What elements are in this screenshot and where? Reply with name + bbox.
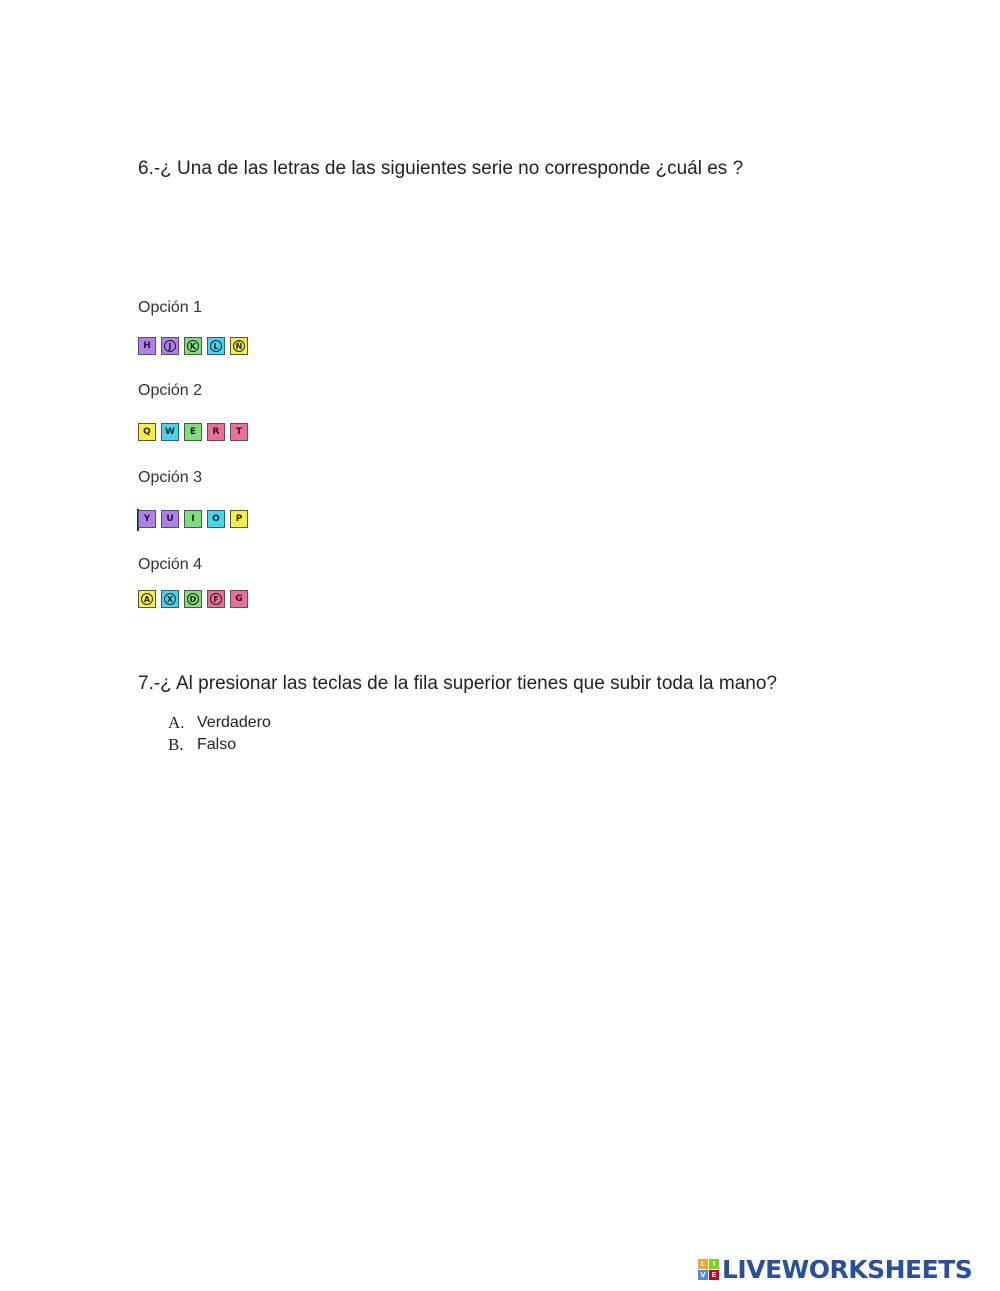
answer-b[interactable] <box>168 734 271 756</box>
key-letter: K <box>187 340 199 352</box>
key-letter: A <box>141 593 153 605</box>
answer-a[interactable] <box>168 712 271 734</box>
option-3-keys[interactable] <box>138 509 253 529</box>
key-letter: J <box>164 340 176 352</box>
key-t-icon <box>230 423 248 441</box>
key-letter: T <box>235 427 243 437</box>
key-r-icon <box>207 423 225 441</box>
key-u-icon <box>161 510 179 528</box>
key-i-icon <box>184 510 202 528</box>
logo-cell: E <box>709 1270 719 1280</box>
logo-cell: V <box>698 1270 708 1280</box>
key-o-icon <box>207 510 225 528</box>
key-letter: H <box>143 341 151 351</box>
key-letter: D <box>187 593 199 605</box>
answer-a-letter: A. <box>168 713 185 732</box>
logo-text: LIVEWORKSHEETS <box>722 1255 973 1284</box>
option-2-label[interactable]: Opción 2 <box>138 382 203 399</box>
key-l-icon <box>207 337 225 355</box>
answer-b-text: Falso <box>197 736 237 753</box>
key-letter: O <box>212 514 220 524</box>
key-g-icon <box>230 590 248 608</box>
key-letter: Q <box>143 427 151 437</box>
option-2-keys[interactable] <box>138 422 253 442</box>
answer-list <box>168 712 271 756</box>
key-f-icon <box>207 590 225 608</box>
key-letter: F <box>210 593 222 605</box>
question-7: 7.-¿ Al presionar las teclas de la fila superior tienes que subir toda la mano? <box>138 673 777 694</box>
key-letter: G <box>235 594 243 604</box>
logo-cell: L <box>698 1259 708 1269</box>
key-a-icon <box>138 590 156 608</box>
key-h-icon <box>138 337 156 355</box>
key-letter: I <box>191 514 195 524</box>
key-ñ-icon <box>230 337 248 355</box>
option-3-label[interactable]: Opción 3 <box>138 469 203 486</box>
key-letter: R <box>212 427 220 437</box>
option-4-label[interactable]: Opción 4 <box>138 556 203 573</box>
key-letter: P <box>235 514 243 524</box>
key-e-icon <box>184 423 202 441</box>
option-1-label[interactable]: Opción 1 <box>138 299 203 316</box>
key-letter: X <box>164 593 176 605</box>
key-y-icon <box>138 510 156 528</box>
key-w-icon <box>161 423 179 441</box>
key-letter: Ñ <box>233 340 245 352</box>
key-letter: W <box>165 427 175 437</box>
key-q-icon <box>138 423 156 441</box>
option-4-keys[interactable] <box>138 589 253 609</box>
key-letter: E <box>189 427 197 437</box>
logo-cell: I <box>709 1259 719 1269</box>
key-p-icon <box>230 510 248 528</box>
key-letter: Y <box>143 514 151 524</box>
key-letter: U <box>166 514 174 524</box>
key-j-icon <box>161 337 179 355</box>
key-x-icon <box>161 590 179 608</box>
option-1-keys[interactable] <box>138 336 253 356</box>
answer-b-letter: B. <box>168 735 184 754</box>
question-6: 6.-¿ Una de las letras de las siguientes serie no corresponde ¿cuál es ? <box>138 158 744 179</box>
logo-icon <box>698 1259 719 1280</box>
answer-a-text: Verdadero <box>197 714 271 731</box>
key-k-icon <box>184 337 202 355</box>
liveworksheets-logo <box>698 1255 972 1284</box>
key-letter: L <box>210 340 222 352</box>
key-d-icon <box>184 590 202 608</box>
